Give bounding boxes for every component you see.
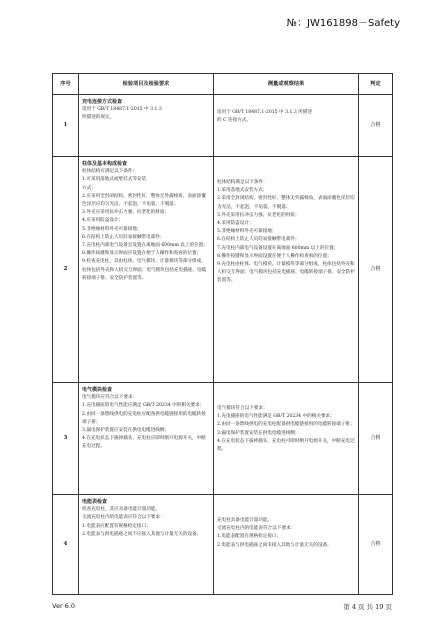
requirement-line: 4.在充电状态下拔掉插头，充电柱应即时断开电源开关，中断充电过程。 [82,436,206,450]
section-title: 充电连接方式检查 [82,99,123,105]
document-number: №：JW161898－Safety [286,18,400,29]
requirement-line: 9.检查充电柱，其由柱体、电气模块、计量模块等部分组成，柱体包括外壳和人机交互界面；电气模块包括充电插座、电缆转接端子排、安全防护装置等。 [82,259,207,281]
table-row [53,383,393,495]
requirement-line: 交流充电柱内的电能表应符合以下要求： [82,515,165,521]
requirement-line: 3.漏电保护装置应安装在供电电缆进线侧； [82,428,170,434]
col-header-observation: 测量或观察结果 [214,74,359,95]
result-cell: 合格 [359,495,393,595]
observation-line: 柱体结构满足以下条件： [217,180,268,185]
observation-line: 交流充电柱内的电能表符合以下要求： [217,526,296,532]
requirement-line: 2.由同一条馈线供电的充电柱应配备供电缆链接用的电缆转接端子排； [82,411,206,425]
requirement-line: 适用于 GB/T 18487.1-2015 中 3.1.3 [82,107,162,113]
requirement-cell [79,95,214,157]
observation-line: 7.充电柱内部电气设备设置在离地面 600mm 以上的位置； [217,245,339,251]
requirement-line: 柱体结构应满足以下条件： [82,169,138,175]
requirement-line: 所描述的规定。 [82,115,115,121]
result-cell: 合格 [359,383,393,495]
footer-page-number: 第 4 页 共 19 页 [343,603,392,611]
observation-line: 8.操作按键和显示界面设置在便于人操作和查看的位置； [217,253,332,259]
requirement-line: 2.电能表与供电插座之间不应接入其他与计量无关的设备。 [82,531,202,537]
col-header-result: 判定 [359,74,393,95]
section-title: 电能表检查 [82,499,108,505]
requirement-line: 1.电能表应配置有规格检定接口； [82,523,151,529]
observation-line: 6.在结构上防止人员轻易接触带电部件； [217,237,300,243]
row-number: 2 [53,157,79,383]
observation-cell [214,383,359,495]
observation-line: 电气模块符合以下要求： [217,406,268,411]
observation-line: 2.电能表与供电插座之间未接入其他与计量无关的设备。 [217,542,332,548]
observation-cell [214,495,359,595]
requirement-cell [79,495,214,595]
observation-line: 适用于 GB/T 18487.1-2015 中 3.1.3 所描述 [217,110,313,115]
observation-line: 3.漏电保护装置安装在供电电缆进线侧； [217,430,300,436]
requirement-line: 1.充电插座的电气性能应满足 GB/T 20234 中的相关要求； [82,403,205,409]
section-title: 柱体及基本构成检查 [82,161,128,167]
observation-line: 2.由同一条馈线供电的充电柱配备供电缆链接用的电缆转接端子排； [217,422,355,428]
observation-line: 3.外壳采用抗冲击力强、抗老化的材质； [217,212,300,218]
observation-line: 4.在充电状态下拔掉插头，充电柱可即时断开电源开关，中断充电过程。 [217,438,355,453]
requirement-line: 3.外壳应采用抗冲击力强、抗老化的材质； [82,210,170,216]
observation-line: 的 C 连接方式。 [217,118,251,124]
observation-line: 1.充电插座的电气性能满足 GB/T 20234 中的相关要求； [217,414,335,420]
row-number: 1 [53,95,79,157]
requirement-line: 7.充电柱内部电气设备宜设置在离地面 600mm 以上的位置； [82,243,208,249]
requirement-line: 检查充电柱，其应具备电能计量功能。 [82,507,161,513]
requirement-line: 2.应采用全封闭结构，密封性好，整体无外露棱角，表面涂覆色泽层应均匀光洁，不起泡，不龟裂，不脱落； [82,193,206,208]
table-row [53,495,393,595]
requirement-line: 方式； [82,185,96,191]
requirement-line: 4.应采用防盗设计； [82,218,124,224]
table-header-row [53,74,393,95]
col-header-no: 序号 [53,74,79,95]
footer-version: Ver 6.0 [52,602,76,610]
table-row [53,157,393,383]
requirement-cell [79,383,214,495]
requirement-line: 6.在结构上防止人员轻易接触带电部件； [82,234,165,240]
requirement-line: 8.操作按键和显示界面应设置在便于人操作和查看的位置； [82,251,202,257]
inspection-table [52,73,393,595]
observation-line: 充电柱具备电能计量功能。 [217,518,273,523]
observation-cell [214,157,359,383]
section-title: 电气模块检查 [82,387,113,393]
table-row [53,95,393,157]
requirement-line: 5.非绝缘材料外壳可靠接地； [82,226,142,232]
row-number: 3 [53,383,79,495]
result-cell: 合格 [359,95,393,157]
col-header-requirement: 检验项目及检验要求 [79,74,214,95]
observation-line: 5.非绝缘材料外壳可靠接地； [217,229,277,235]
observation-line: 1.电能表配置有规格检定接口； [217,534,282,540]
result-cell: 合格 [359,157,393,383]
requirement-line: 电气模块应符合以下要求： [82,395,138,401]
observation-line: 4.采用防盗设计； [217,221,254,227]
requirement-cell [79,157,214,383]
row-number: 4 [53,495,79,595]
observation-line: 9.充电柱由柱体、电气模块、计量模块等部分组成，柱体包括外壳和人机交互界面；电气模块包括充电插座、电缆转接端子排、安全防护装置等。 [217,262,355,284]
observation-line: 2.采用全封闭结构，密封性好，整体无外露棱角，表面涂覆色泽层均为光洁，不起泡，不龟裂，不脱落； [217,196,355,210]
requirement-line: 1.可采用落地式或壁挂式等安装 [82,177,147,183]
observation-line: 1.采用落地式安装方式； [217,188,268,194]
observation-cell [214,95,359,157]
